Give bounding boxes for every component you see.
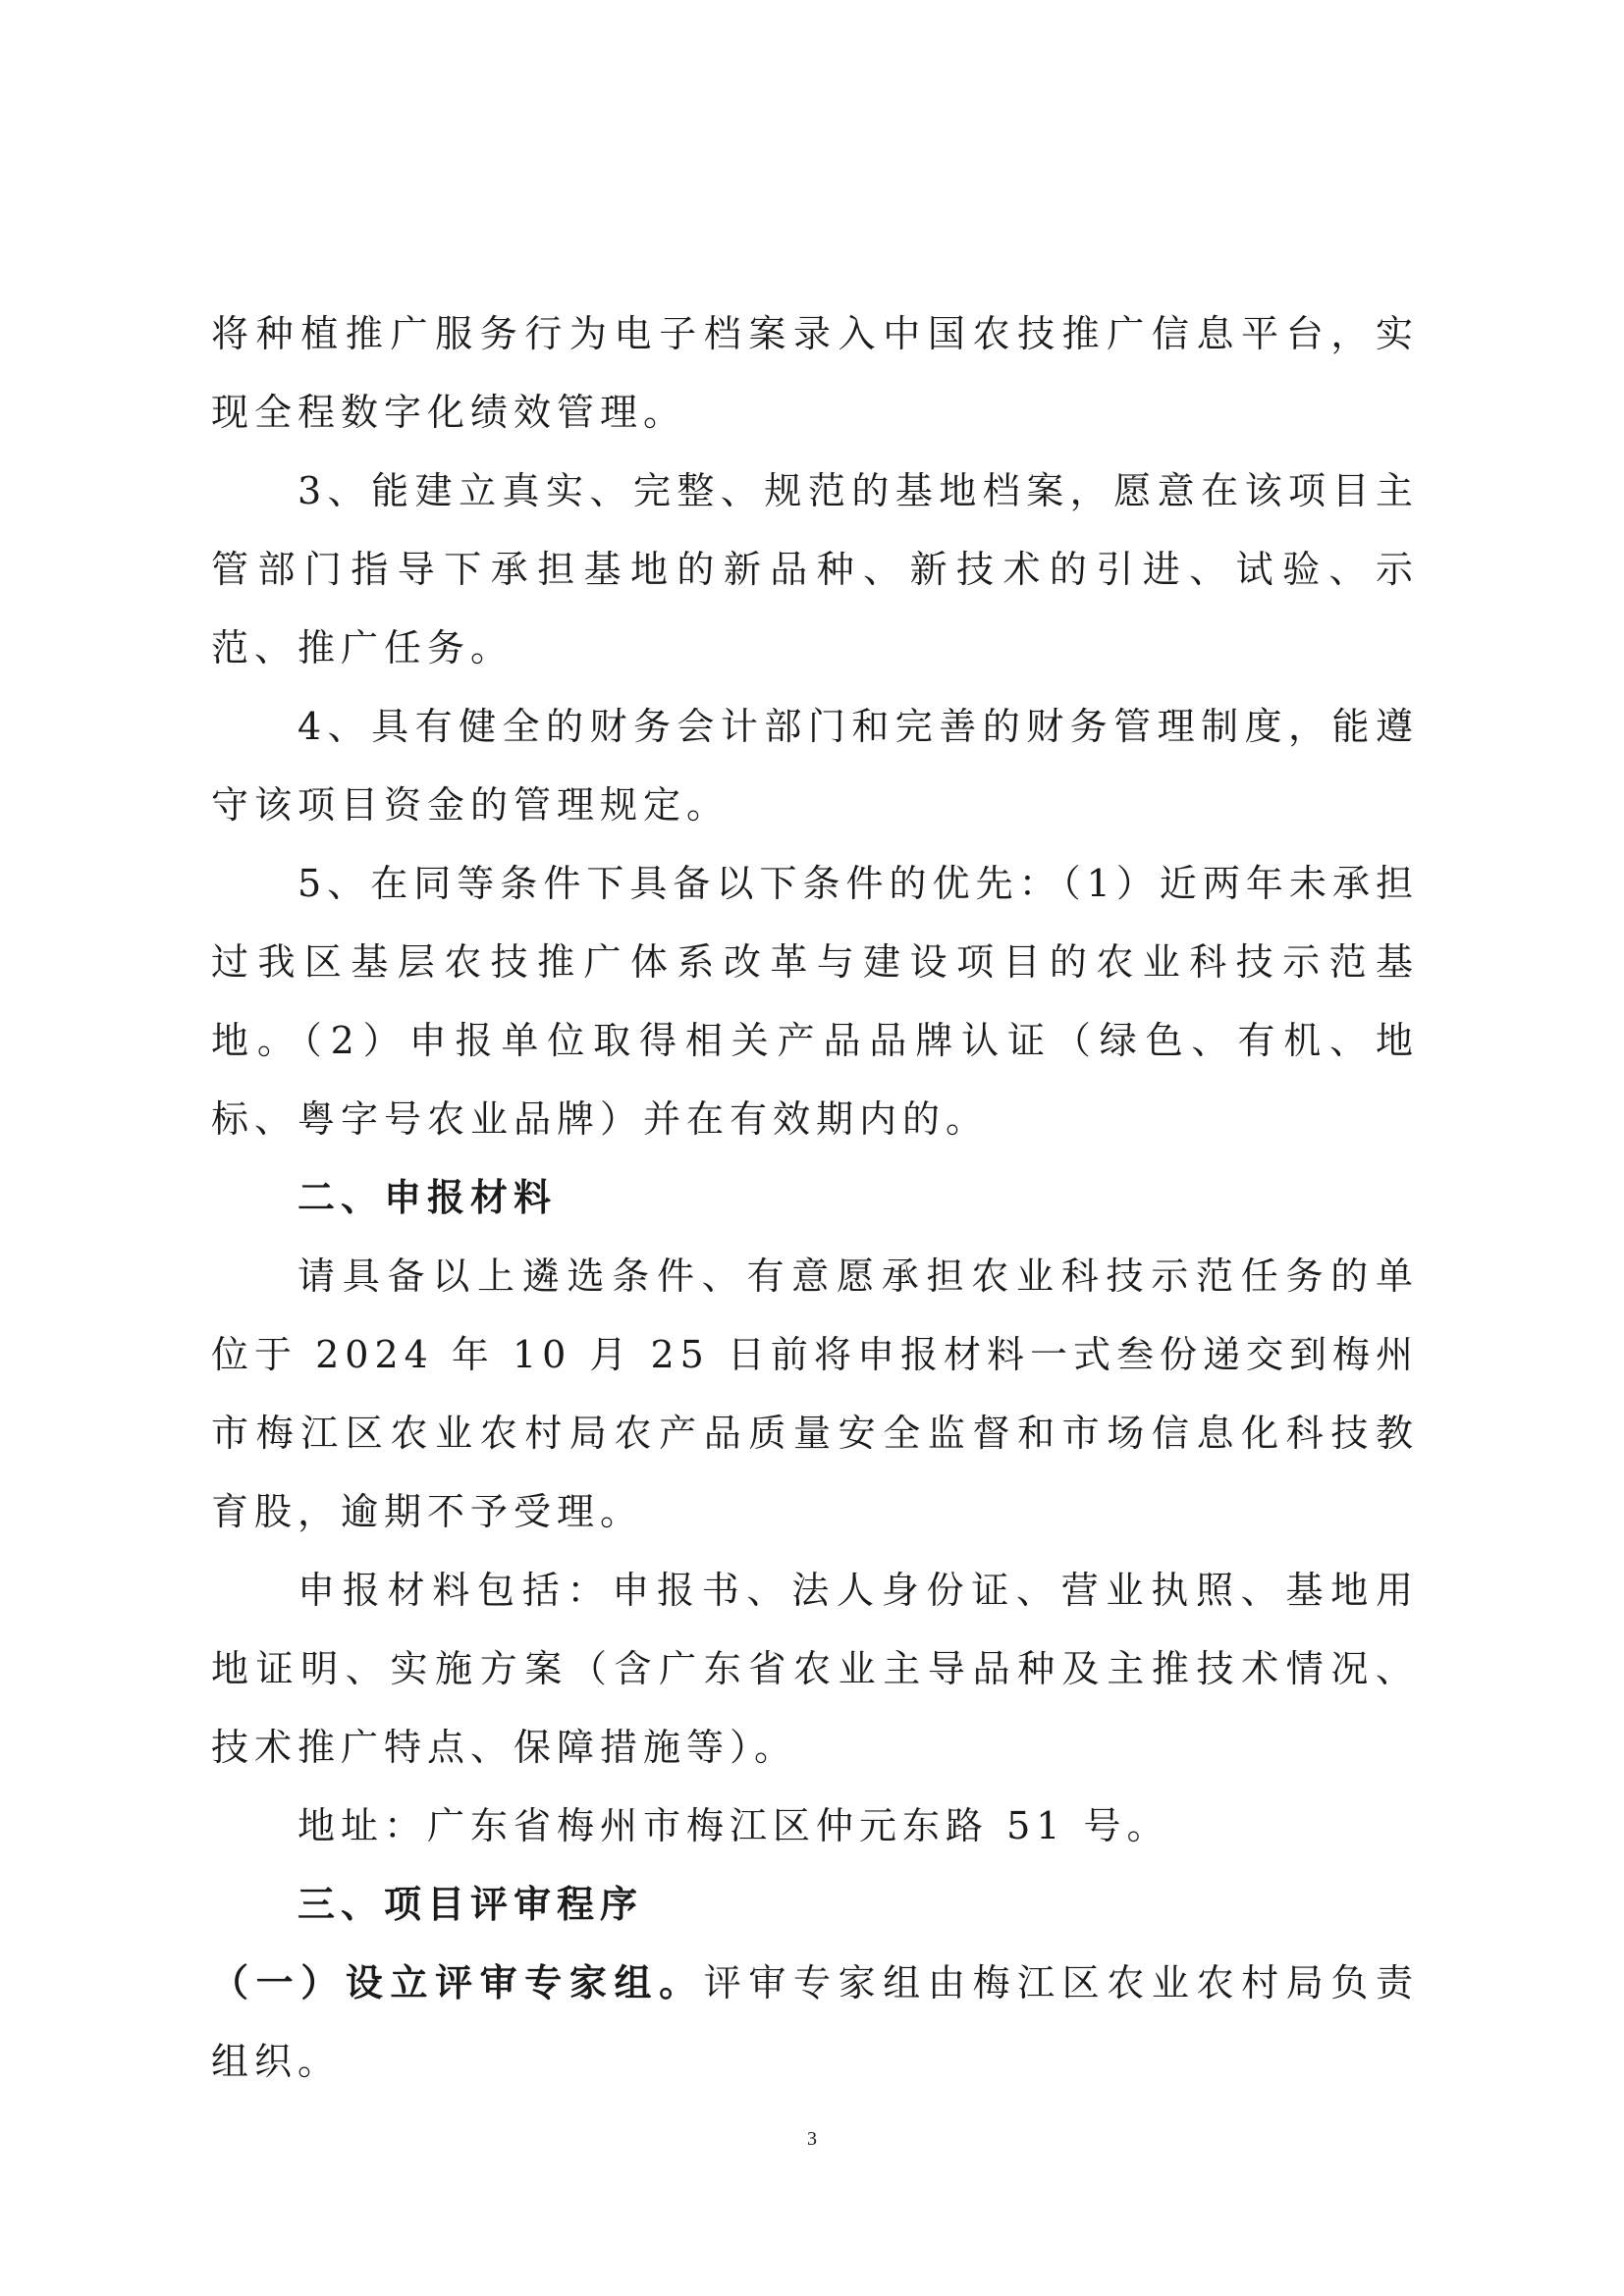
paragraph-submission: 请具备以上遴选条件、有意愿承担农业科技示范任务的单位于 2024 年 10 月 25 日前将申报材料一式叁份递交到梅州市梅江区农业农村局农产品质量安全监督和市场信息化科技教育股，逾期不予受理。 — [211, 1255, 1419, 1533]
paragraph-lead: （一）设立评审专家组。 — [211, 1961, 704, 2004]
page-number: 3 — [807, 2128, 817, 2150]
paragraph-item-4: 4、具有健全的财务会计部门和完善的财务管理制度，能遵守该项目资金的管理规定。 — [211, 705, 1419, 827]
paragraph-item-5: 5、在同等条件下具备以下条件的优先：（1）近两年未承担过我区基层农技推广体系改革与建设项目的农业科技示范基地。（2）申报单位取得相关产品品牌认证（绿色、有机、地标、粤字号农业品牌）并在有效期内的。 — [211, 862, 1419, 1141]
section-heading-2: 二、申报材料 — [298, 1176, 558, 1219]
paragraph-item-3: 3、能建立真实、完整、规范的基地档案，愿意在该项目主管部门指导下承担基地的新品种、新技术的引进、试验、示范、推广任务。 — [211, 469, 1419, 669]
section-heading-3: 三、项目评审程序 — [298, 1883, 644, 1926]
paragraph-continuation: 将种植推广服务行为电子档案录入中国农技推广信息平台，实现全程数字化绩效管理。 — [211, 312, 1419, 434]
paragraph-rest: 评审专家组由梅江区农业农村局负责组织。 — [211, 1961, 1419, 2083]
paragraph-review-group — [211, 1944, 1419, 2101]
paragraph-materials: 申报材料包括：申报书、法人身份证、营业执照、基地用地证明、实施方案（含广东省农业主导品种及主推技术情况、技术推广特点、保障措施等）。 — [211, 1569, 1419, 1769]
paragraph-address: 地址：广东省梅州市梅江区仲元东路 51 号。 — [298, 1804, 1170, 1847]
